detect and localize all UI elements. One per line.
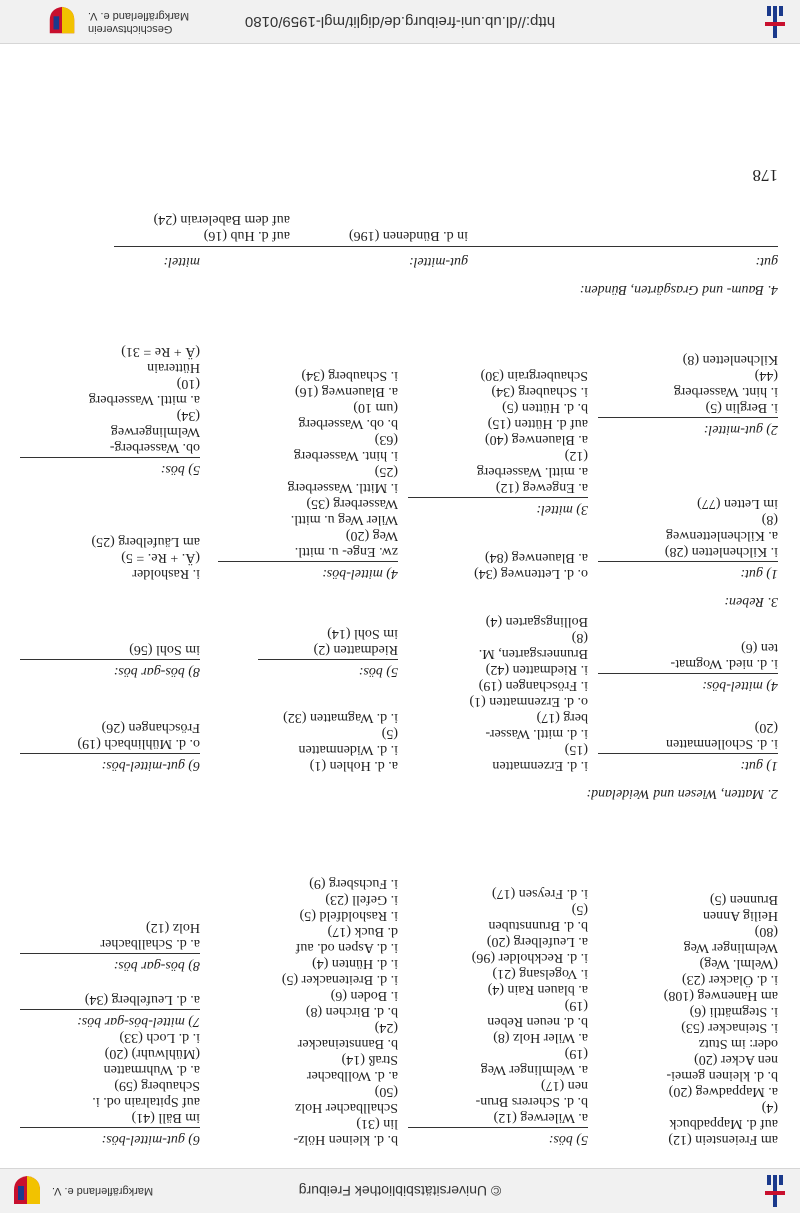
text-line: i. d. Freysen (17) — [491, 886, 588, 901]
header-url[interactable]: http://dl.ub.uni-freiburg.de/diglit/mgl-1959/0180 — [244, 13, 556, 30]
text-line: i. Mittl. Wasserberg — [287, 480, 398, 495]
s3-col2a — [474, 549, 588, 581]
text-line: Wiler Weg u. mittl. — [290, 512, 398, 527]
s3-col4b — [89, 343, 200, 455]
text-line: b. d. Hütten (5) — [502, 400, 588, 415]
text-line: (15) — [564, 742, 588, 757]
text-line: Wasserberg (35) — [306, 496, 398, 511]
s3-col3-rule1 — [218, 561, 398, 562]
text-line: Fröschangen (26) — [101, 720, 200, 735]
text-line: Hütterain — [147, 360, 200, 375]
s3-heading: 3. Reben: — [724, 594, 778, 609]
text-line: a. d. Hohlen (1) — [309, 758, 398, 773]
text-line: b. d. kleinen gemei- — [666, 1068, 778, 1083]
s3-col1a — [665, 495, 778, 559]
text-line: Brunnen (5) — [709, 892, 778, 907]
text-line: a. mittl. Wasserberg — [476, 464, 588, 479]
header-org-line2: Markgräflerland e. V. — [88, 10, 190, 22]
text-line: i. hint. Wasserberg — [293, 448, 398, 463]
s3-col1-rule1 — [598, 561, 778, 562]
text-line: i. Schauberg (34) — [301, 368, 398, 383]
text-line: o. d. Erzenmatten (1) — [469, 694, 588, 709]
text-line: am Läufelberg (25) — [91, 534, 200, 549]
text-line: (24) — [374, 1020, 398, 1035]
text-line: b. d. neuen Reben — [487, 1014, 588, 1029]
text-line: a. Wilerweg (12) — [493, 1110, 588, 1125]
s1-col4-rule1 — [20, 1127, 200, 1128]
text-line: b. d. Brunnstuben — [488, 918, 588, 933]
s1-col4-heading2: 7) mittel-bös-gar bös: — [77, 1014, 200, 1029]
text-line: im Sohl (56) — [129, 642, 200, 657]
text-line: Straß (14) — [341, 1052, 398, 1067]
text-line: Kilchenletten (8) — [682, 352, 778, 367]
text-line: nen (17) — [540, 1078, 588, 1093]
text-line: (20) — [754, 720, 778, 735]
s1-col2-heading: 5) bös: — [548, 1132, 588, 1147]
header-org-line1: Geschichtsverein — [88, 23, 173, 35]
s2-col3-heading: 5) bös: — [358, 664, 398, 679]
s2-col1-heading1: 1) gut: — [740, 758, 778, 773]
text-line: Schaubergrain (30) — [480, 368, 588, 383]
text-line: (8) — [761, 512, 778, 527]
society-crest-icon — [10, 1174, 44, 1208]
text-line: zw. Enge- u. mittl. — [294, 544, 398, 559]
text-line: o. d. Mühlinbach (19) — [77, 736, 200, 751]
text-line: am Hanenweg (108) — [663, 988, 778, 1003]
text-line: (5) — [381, 726, 398, 741]
text-line: berg (17) — [536, 710, 588, 725]
text-line: i. Schauberg (34) — [491, 384, 588, 399]
s4-val-gut-mittel: in d. Bündenen (196) — [349, 228, 468, 243]
text-line: im Sohl (14) — [327, 626, 398, 641]
s4-val-mittel — [154, 211, 290, 243]
text-line: i. hint. Wasserberg — [673, 384, 778, 399]
s3-col1-heading1: 1) gut: — [740, 566, 778, 581]
text-line: (Ä. + Re. = 5) — [121, 550, 200, 565]
text-line: a. Blauenweg (40) — [484, 432, 588, 447]
s1-col4-heading1: 6) gut-mittel-bös: — [101, 1132, 200, 1147]
text-line: (19) — [564, 1046, 588, 1061]
s2-col2 — [469, 613, 588, 773]
text-line: a. Welmlinger Weg — [480, 1062, 588, 1077]
text-line: i. d. Schollenmatten — [666, 736, 778, 751]
text-line: i. d. Aspen od. auf — [295, 940, 398, 955]
s3-col3-heading1: 4) mittel-bös: — [322, 566, 398, 581]
s2-col4-heading1: 6) gut-mittel-bös: — [101, 758, 200, 773]
s3-col1-rule2 — [598, 417, 778, 418]
header-bar — [0, 0, 800, 44]
text-line: (Welml. Weg) — [699, 956, 778, 971]
text-line: i. d. Reckholder (96) — [471, 950, 588, 965]
text-line: i. d. Ölacker (23) — [681, 972, 778, 987]
text-line: i. Vogelsang (21) — [492, 966, 588, 981]
s2-col1b — [671, 639, 779, 671]
s2-col3-rule — [258, 659, 398, 660]
text-line: b. ob. Wasserberg — [298, 416, 398, 431]
text-line: Welmlinger Weg — [683, 940, 778, 955]
text-line: Welmlingerweg — [110, 424, 200, 439]
text-line: a. Engeweg (12) — [495, 480, 588, 495]
page-number: 178 — [752, 166, 778, 185]
text-line: Holz (12) — [145, 920, 200, 935]
s4-head-gut: gut: — [755, 254, 778, 269]
text-line: i. Stegmättli (6) — [689, 1004, 778, 1019]
s2-col1a — [666, 719, 778, 751]
text-line: ten (6) — [741, 640, 778, 655]
s1-col4c — [100, 919, 200, 951]
s2-col1-rule1 — [598, 753, 778, 754]
text-line: (80) — [754, 924, 778, 939]
text-line: Brunnersgarten, M. — [478, 646, 588, 661]
text-line: a. Blauenweg (16) — [294, 384, 398, 399]
text-line: i. d. mittl. Wasser- — [485, 726, 588, 741]
text-line: a. Wiler Holz (8) — [493, 1030, 588, 1045]
text-line: i. d. Breitenacker (5) — [281, 972, 398, 987]
s3-col4-rule1 — [20, 457, 200, 458]
text-line: ob. Wasserberg- — [109, 440, 200, 455]
s1-col1 — [664, 891, 778, 1147]
text-line: Bollingsgarten (4) — [485, 614, 588, 629]
text-line: Riedmatten (2) — [313, 642, 398, 657]
text-line: i. d. nied. Wogmat- — [670, 656, 778, 671]
s2-col3b — [314, 625, 398, 657]
s2-col4b — [129, 641, 200, 657]
text-line: i. Fuchsberg (9) — [309, 876, 398, 891]
text-line: a. d. Wuhrmatten — [103, 1062, 200, 1077]
s3-col1b — [674, 351, 778, 415]
text-line: (4) — [761, 1100, 778, 1115]
text-line: i. d. Widenmatten — [298, 742, 398, 757]
text-line: im Bäll (41) — [131, 1110, 200, 1125]
text-line: a. mittl. Wasserberg — [88, 392, 200, 407]
header-org — [88, 9, 189, 35]
text-line: b. Bannsteinacker — [297, 1036, 398, 1051]
text-line: (10) — [176, 376, 200, 391]
s4-heading: 4. Baum- und Grasgärten, Bünden: — [579, 282, 778, 297]
text-line: nen Acker (20) — [694, 1052, 778, 1067]
text-line: i. Rasholder — [132, 566, 200, 581]
text-line: auf d. Hütten (15) — [487, 416, 588, 431]
text-line: i. Rasholdfeld (5) — [299, 908, 398, 923]
s3-col3a — [288, 367, 398, 559]
text-line: i. Gefell (23) — [325, 892, 398, 907]
text-line: am Freienstein (12) — [668, 1132, 778, 1147]
s2-col4-heading2: 8) bös-gar bös: — [113, 664, 200, 679]
text-line: i. d. Hünten (4) — [312, 956, 398, 971]
text-line: i. Steinacker (53) — [681, 1020, 778, 1035]
text-line: (63) — [374, 432, 398, 447]
s2-col4-rule1 — [20, 753, 200, 754]
text-line: (8) — [571, 630, 588, 645]
text-line: lin (31) — [356, 1116, 398, 1131]
text-line: b. d. Birchen (8) — [305, 1004, 398, 1019]
s1-col2 — [472, 885, 588, 1125]
text-line: (Ä + Re = 31) — [121, 344, 200, 359]
s2-col4a — [78, 719, 200, 751]
text-line: i. d. Loch (33) — [119, 1030, 200, 1045]
text-line: i. d. Wagmatten (32) — [283, 710, 398, 725]
s1-col4b — [85, 991, 200, 1007]
text-line: (44) — [754, 368, 778, 383]
text-line: auf d. Hub (16) — [203, 228, 290, 243]
s2-col4-rule2 — [20, 659, 200, 660]
text-line: a. d. Leufelberg (34) — [84, 992, 200, 1007]
text-line: (12) — [564, 448, 588, 463]
s3-col1-heading2: 2) gut-mittel: — [703, 422, 778, 437]
s1-col4a — [92, 1029, 200, 1125]
text-line: d. Buck (17) — [327, 924, 398, 939]
text-line: a. blauen Rain (4) — [487, 982, 588, 997]
text-line: a. Leufelberg (20) — [486, 934, 588, 949]
s2-col3a — [283, 709, 398, 773]
text-line: (5) — [571, 902, 588, 917]
s4-table-rule — [114, 246, 778, 247]
text-line: (50) — [374, 1084, 398, 1099]
footer-bar — [0, 1168, 800, 1213]
text-line: Heilig Annen — [702, 908, 778, 923]
s1-col3 — [282, 875, 398, 1147]
text-line: b. d. Scherers Brun- — [475, 1094, 588, 1109]
text-line: o. d. Lettenweg (34) — [474, 566, 588, 581]
society-crest-icon — [46, 5, 78, 37]
text-line: (Mühlwuhr) (20) — [104, 1046, 200, 1061]
s4-head-mittel: mittel: — [163, 254, 200, 269]
text-line: i. Boden (6) — [330, 988, 398, 1003]
text-line: (34) — [176, 408, 200, 423]
text-line: auf dem Babelerain (24) — [153, 212, 290, 227]
text-line: oder: im Stutz — [698, 1036, 778, 1051]
text-line: Schallbacher Holz — [294, 1100, 398, 1115]
s3-col4-heading1: 5) bös: — [160, 462, 200, 477]
s3-col4a — [91, 533, 200, 581]
text-line: Schauberg (59) — [114, 1078, 200, 1093]
text-line: a. Kilchenlettenweg — [666, 528, 778, 543]
text-line: i. Riedmatten (42) — [485, 662, 588, 677]
text-line: a. d. Schallbacher — [100, 936, 200, 951]
s1-col4-rule2 — [20, 1009, 200, 1010]
s3-col2-heading1: 3) mittel: — [536, 502, 588, 517]
text-line: auf d. Mappadbuck — [669, 1116, 778, 1131]
text-line: i. Berglin (5) — [705, 400, 778, 415]
footer-copyright: © Universitätsbibliothek Freiburg — [298, 1183, 502, 1199]
s2-col1-heading2: 4) mittel-bös: — [702, 678, 778, 693]
s1-col4-rule3 — [20, 953, 200, 954]
text-line: Weg (20) — [345, 528, 398, 543]
text-line: i. Kilchenletten (28) — [664, 544, 778, 559]
text-line: a. Mappadweg (20) — [668, 1084, 778, 1099]
text-line: a. d. Wollbacher — [306, 1068, 398, 1083]
text-line: i. d. Erzenmatten — [492, 758, 588, 773]
text-line: (19) — [564, 998, 588, 1013]
s3-col2-rule1 — [408, 497, 588, 498]
s2-heading: 2. Matten, Wiesen und Weideland: — [586, 786, 778, 801]
text-line: (25) — [374, 464, 398, 479]
text-line: im Letten (77) — [697, 496, 778, 511]
s3-col2b — [477, 367, 588, 495]
s1-col2-rule — [408, 1127, 588, 1128]
footer-org: Markgräflerland e. V. — [52, 1185, 154, 1197]
text-line: a. Blauenweg (84) — [484, 550, 588, 565]
text-line: auf Spitalrain od. i. — [92, 1094, 200, 1109]
text-line: i. Fröschangen (19) — [478, 678, 588, 693]
s4-head-gut-mittel: gut-mittel: — [408, 254, 468, 269]
text-line: b. d. kleinen Hölz- — [293, 1132, 398, 1147]
s1-col4-heading3: 8) bös-gar bös: — [113, 958, 200, 973]
s2-col1-rule2 — [598, 673, 778, 674]
text-line: (um 10) — [353, 400, 398, 415]
